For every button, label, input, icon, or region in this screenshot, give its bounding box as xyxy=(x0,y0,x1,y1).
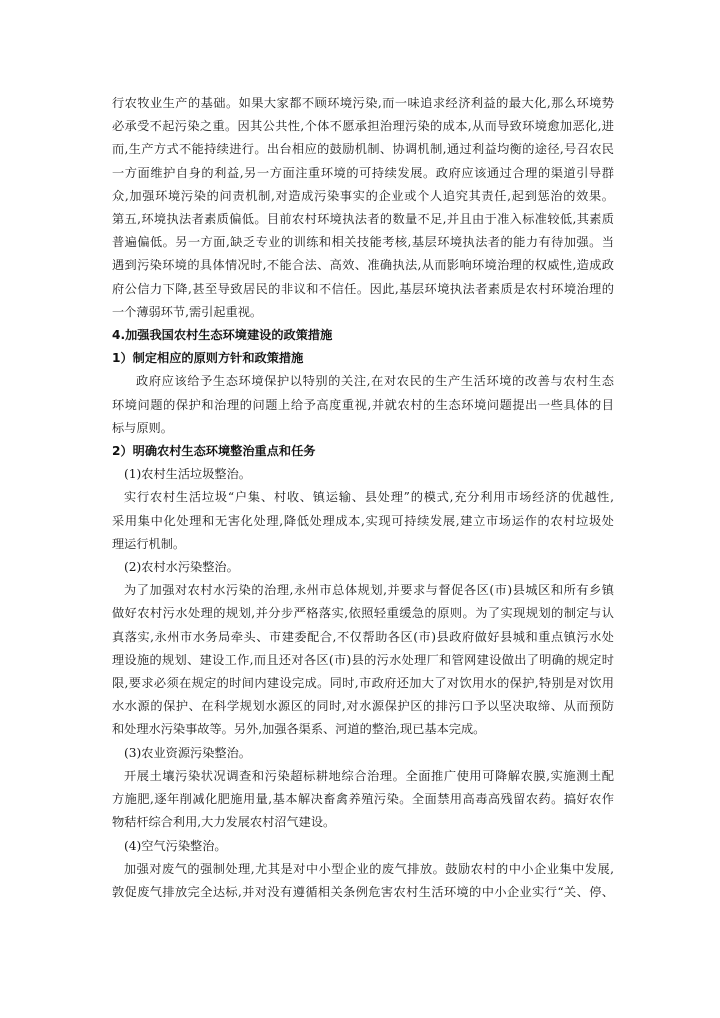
item-heading: (4)空气污染整治。 xyxy=(124,838,227,853)
paragraph-line: 开展土壤污染状况调查和污染超标耕地综合治理。全面推广使用可降解农膜,实施测土配 xyxy=(124,768,614,783)
paragraph-line: 实行农村生活垃圾“户集、村收、镇运输、县处理”的模式,充分利用市场经济的优越性, xyxy=(124,490,614,505)
paragraph-line: 一个薄弱环节,需引起重视。 xyxy=(112,304,263,319)
paragraph-line: 和处理水污染事故等。另外,加强各渠系、河道的整治,现已基本完成。 xyxy=(112,722,486,737)
paragraph-line: 众,加强环境污染的问责机制,对造成污染事实的企业或个人追究其责任,起到惩治的效果。 xyxy=(112,188,614,203)
paragraph-line: 遇到污染环境的具体情况时,不能合法、高效、准确执法,从而影响环境治理的权威性,造成政 xyxy=(112,258,614,273)
paragraph-line: 而,生产方式不能持续进行。出台相应的鼓励机制、协调机制,通过利益均衡的途径,号召农民 xyxy=(112,142,614,157)
paragraph-line: 必承受不起污染之重。因其公共性,个体不愿承担治理污染的成本,从而导致环境愈加恶化,进 xyxy=(112,119,614,134)
paragraph-line: 理运行机制。 xyxy=(112,536,186,551)
paragraph-line: 加强对废气的强制处理,尤其是对中小型企业的废气排放。鼓励农村的中小企业集中发展, xyxy=(124,861,614,876)
paragraph-line: 行农牧业生产的基础。如果大家都不顾环境污染,而一味追求经济利益的最大化,那么环境势 xyxy=(112,96,614,110)
paragraph-line: 方施肥,逐年削减化肥施用量,基本解决畜禽养殖污染。全面禁用高毒高残留农药。搞好农作 xyxy=(112,792,614,807)
paragraph-line: 做好农村污水处理的规划,并分步严格落实,依照轻重缓急的原则。为了实现规划的制定与认 xyxy=(112,606,614,621)
paragraph-line: 限,要求必须在规定的时间内建设完成。同时,市政府还加大了对饮用水的保护,特别是对饮用 xyxy=(112,676,614,691)
paragraph-line: 理设施的规划、建设工作,而且还对各区(市)县的污水处理厂和管网建设做出了明确的规定时 xyxy=(112,652,614,667)
paragraph-line: 水水源的保护、在科学规划水源区的同时,对水源保护区的排污口予以坚决取缔、从而预防 xyxy=(112,699,614,714)
paragraph-line: 普遍偏低。另一方面,缺乏专业的训练和相关技能考核,基层环境执法者的能力有待加强。当 xyxy=(112,235,614,250)
paragraph-line: 标与原则。 xyxy=(112,420,173,435)
section-heading: 4.加强我国农村生态环境建设的政策措施 xyxy=(112,328,333,343)
item-heading: (2)农村水污染整治。 xyxy=(124,560,239,575)
paragraph-line: 第五,环境执法者素质偏低。目前农村环境执法者的数量不足,并且由于准入标准较低,其素质 xyxy=(112,212,614,227)
paragraph-line: 为了加强对农村水污染的治理,永州市总体规划,并要求与督促各区(市)县城区和所有乡镇 xyxy=(124,583,614,598)
item-heading: (3)农业资源污染整治。 xyxy=(124,745,251,760)
paragraph-line: 府公信力下降,甚至导致居民的非议和不信任。因此,基层环境执法者素质是农村环境治理的 xyxy=(112,281,614,296)
paragraph-line: 采用集中化处理和无害化处理,降低处理成本,实现可持续发展,建立市场运作的农村垃圾处 xyxy=(112,513,614,528)
subsection-heading: 1）制定相应的原则方针和政策措施 xyxy=(112,351,304,366)
paragraph-line: 物秸杆综合利用,大力发展农村沼气建设。 xyxy=(112,815,336,830)
paragraph-line: 敦促废气排放完全达标,并对没有遵循相关条例危害农村生活环境的中小企业实行“关、停、 xyxy=(112,884,614,899)
item-heading: (1)农村生活垃圾整治。 xyxy=(124,467,251,482)
paragraph-line: 真落实,永州市水务局牵头、市建委配合,不仅帮助各区(市)县政府做好县城和重点镇污水处 xyxy=(112,629,614,644)
paragraph-line: 一方面维护自身的利益,另一方面注重环境的可持续发展。政府应该通过合理的渠道引导群 xyxy=(112,165,614,180)
paragraph-line: 政府应该给予生态环境保护以特别的关注,在对农民的生产生活环境的改善与农村生态 xyxy=(136,374,614,389)
paragraph-line: 环境问题的保护和治理的问题上给予高度重视,并就农村的生态环境问题提出一些具体的目 xyxy=(112,397,614,412)
subsection-heading: 2）明确农村生态环境整治重点和任务 xyxy=(112,444,316,459)
document-body xyxy=(112,92,614,904)
